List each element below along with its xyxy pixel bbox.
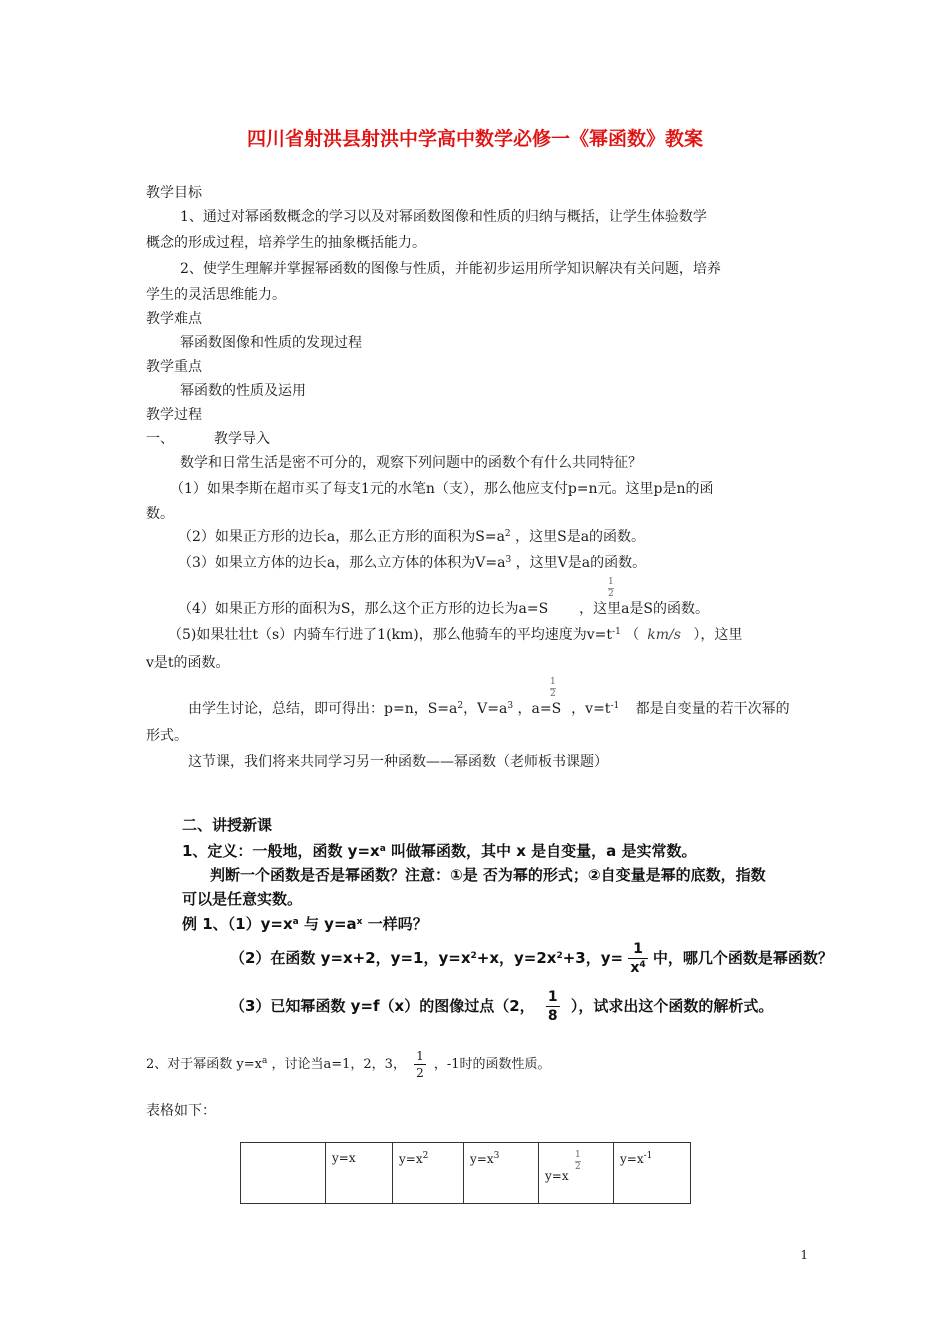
example1-q2-mid2: +3，y= xyxy=(562,949,624,967)
item2-line: 2、对于幂函数 $y=x^a$ ，讨论当a=1，2，3， $\frac{1}{2}$ ，-1时的函数性质。 xyxy=(146,1049,551,1080)
power-function-table xyxy=(240,1142,691,1204)
example-1-line1: （1）如果李斯在超市买了每支1元的水笔n（支），那么他应支付p=n元。这里p是n的函 xyxy=(170,481,714,497)
table-intro: 表格如下： xyxy=(146,1103,216,1119)
item2-mid: ，讨论当a=1，2，3， xyxy=(271,1057,406,1072)
page-number: 1 xyxy=(800,1248,808,1262)
goal2-line2: 学生的灵活思维能力。 xyxy=(146,287,286,303)
definition-line: 1、定义：一般地，函数 $y=x^a$ 叫做幂函数，其中 x 是自变量，a 是实常数。 xyxy=(182,842,697,860)
header-text: y=x xyxy=(470,1152,494,1166)
difficulty-text: 幂函数图像和性质的发现过程 xyxy=(180,335,362,351)
header-text: y=x xyxy=(620,1152,644,1166)
example1-q3 xyxy=(230,990,773,1023)
example-5: （5)如果壮壮t（s）内骑车行进了1(km)，那么他骑车的平均速度为$v=t^{-1}$ （ km/s ），这里 xyxy=(168,627,743,643)
summary-tail: 都是自变量的若干次幂的 xyxy=(635,701,790,717)
header-text: y=x xyxy=(332,1151,356,1165)
lesson-line: 这节课，我们将来共同学习另一种函数——幂函数（老师板书课题） xyxy=(188,754,608,770)
example1-q2: （2）在函数 y=x+2，y=1，$y=x^2+x$，$y=2x^2+3$，y= $\frac{1}{x^4}$ 中，哪几个函数是幂函数？ xyxy=(230,941,833,976)
header-exponent: 2 xyxy=(422,1151,429,1161)
example1-q1: 例 1、$(1)y=x^a$ 与 $y=a^x$ 一样吗？ xyxy=(182,915,428,933)
difficulty-heading: 教学难点 xyxy=(146,311,202,327)
example1-q1-tail: 一样吗？ xyxy=(367,915,428,933)
header-exponent: 3 xyxy=(493,1151,500,1161)
example1-q3-tail: ），试求出这个函数的解析式。 xyxy=(570,997,774,1015)
goal2-line1: 2、使学生理解并掌握幂函数的图像与性质，并能初步运用所学知识解决有关问题，培养 xyxy=(180,261,721,277)
item2-tail: ，-1时的函数性质。 xyxy=(433,1057,551,1072)
summary-text: 由学生讨论，总结，即可得出：p=n，S=a xyxy=(188,701,458,717)
table-header-x3 xyxy=(464,1143,539,1204)
summary-v: ，V=a xyxy=(463,701,508,717)
item2-text: 2、对于幂函数 y=x xyxy=(146,1057,262,1072)
goal1-line2: 概念的形成过程，培养学生的抽象概括能力。 xyxy=(146,235,426,251)
speed-unit: km/s xyxy=(647,627,681,643)
part2-title: 二、讲授新课 xyxy=(182,816,273,834)
one-over-x4-fraction: $\frac{1}{x^4}$ xyxy=(630,941,646,976)
example-5-tail: ），这里 xyxy=(693,627,743,643)
example1-q2-tail: 中，哪几个函数是幂函数？ xyxy=(652,949,833,967)
example-3-tail: ，这里V是a的函数。 xyxy=(515,555,647,571)
example-2: （2）如果正方形的边长a，那么正方形的面积为$S=a^2$ ，这里S是a的函数。 xyxy=(178,529,646,545)
example-5-text: （5)如果壮壮t（s）内骑车行进了1(km)，那么他骑车的平均速度为v=t xyxy=(168,627,613,643)
summary-line: 由学生讨论，总结，即可得出：p=n，$S=a^2$，$V=a^3$ ，a=S ，$v=t^{-1}$ 都是自变量的若干次幂的 xyxy=(188,701,790,717)
example-4-text: （4）如果正方形的面积为S，那么这个正方形的边长为a=S xyxy=(178,601,549,617)
definition-tail: 叫做幂函数，其中 x 是自变量，a 是实常数。 xyxy=(391,842,697,860)
definition-text: 1、定义：一般地，函数 y=x xyxy=(182,842,380,860)
example1-q3-text: （3）已知幂函数 y=f（x）的图像过点（2， xyxy=(230,997,535,1015)
example1-q2-text: （2）在函数 y=x+2，y=1，y=x xyxy=(230,949,471,967)
example-4-tail: ，这里a是S的函数。 xyxy=(579,601,710,617)
one-eighth-fraction: $\frac{1}{8}$ xyxy=(547,989,558,1024)
example1-q2-mid: +x，y=2x xyxy=(476,949,557,967)
table-header-x xyxy=(326,1143,393,1204)
goal1-line1: 1、通过对幂函数概念的学习以及对幂函数图像和性质的归纳与概括，让学生体验数学 xyxy=(180,209,707,225)
table-cell-empty xyxy=(241,1143,326,1204)
example-2-tail: ，这里S是a的函数。 xyxy=(515,529,646,545)
example-3: （3）如果立方体的边长a，那么立方体的体积为$V=a^3$ ，这里V是a的函数。 xyxy=(178,555,647,571)
example-3-text: （3）如果立方体的边长a，那么立方体的体积为V=a xyxy=(178,555,506,571)
summary-line2: 形式。 xyxy=(146,728,188,744)
example-1-line2: 数。 xyxy=(146,506,174,522)
summary-a: ，a=S xyxy=(517,701,562,717)
summary-t: ，v=t xyxy=(571,701,611,717)
one-half-fraction: $\frac{1}{2}$ xyxy=(416,1049,424,1080)
table-row xyxy=(241,1143,691,1204)
judge-line2: 可以是任意实数。 xyxy=(182,890,303,908)
example-5-line2: v是t的函数。 xyxy=(146,655,230,671)
table-header-x2 xyxy=(393,1143,464,1204)
key-heading: 教学重点 xyxy=(146,359,202,375)
process-heading: 教学过程 xyxy=(146,407,202,423)
page-title: 四川省射洪县射洪中学高中数学必修一《幂函数》教案 xyxy=(246,128,703,150)
key-text: 幂函数的性质及运用 xyxy=(180,383,306,399)
goals-heading: 教学目标 xyxy=(146,185,202,201)
example-4 xyxy=(178,598,709,618)
judge-line1: 判断一个函数是否是幂函数？注意：①是 否为幂的形式；②自变量是幂的底数，指数 xyxy=(210,866,766,884)
summary-exponent: 1 2 xyxy=(550,677,556,699)
header-text: y=x xyxy=(545,1169,569,1183)
table-header-x-half xyxy=(539,1143,614,1204)
example1-q1-mid: 与 y=a xyxy=(303,915,357,933)
header-text: y=x xyxy=(399,1152,423,1166)
example-4-exponent: 1 2 xyxy=(608,577,614,599)
part1-title: 教学导入 xyxy=(214,431,270,447)
example-2-text: （2）如果正方形的边长a，那么正方形的面积为S=a xyxy=(178,529,505,545)
intro-text: 数学和日常生活是密不可分的，观察下列问题中的函数个有什么共同特征？ xyxy=(180,455,642,471)
half-exponent: 1 2 xyxy=(575,1150,581,1172)
header-exponent: -1 xyxy=(643,1151,653,1161)
table-header-x-inverse xyxy=(614,1143,691,1204)
example1-q1-text: 例 1、（1）y=x xyxy=(182,915,293,933)
part1-number: 一、 xyxy=(146,431,174,447)
